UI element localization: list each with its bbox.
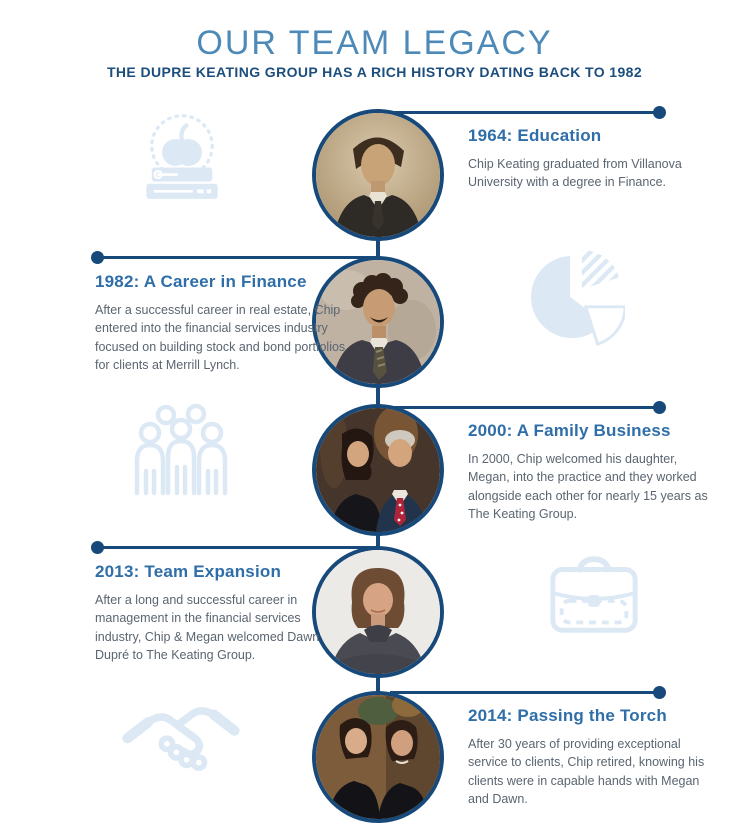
timeline-heading: 2014: Passing the Torch: [468, 706, 667, 725]
timeline-description: In 2000, Chip welcomed his daughter, Megan, into the practice and they worked alongside each other for nearly 15 years as The Keating Group.: [468, 452, 708, 521]
timeline-text-1964: [468, 126, 716, 192]
photo-1964-young-man: [312, 109, 444, 241]
page-subtitle: THE DUPRE KEATING GROUP HAS A RICH HISTORY DATING BACK TO 1982: [106, 64, 643, 80]
people-group-icon: [126, 398, 236, 505]
timeline-dot: [91, 251, 104, 264]
photo-2014-megan-dawn: [312, 691, 444, 823]
timeline-connector: [390, 406, 660, 409]
timeline-heading: 2013: Team Expansion: [95, 562, 282, 581]
timeline-dot: [91, 541, 104, 554]
timeline-connector: [97, 256, 378, 259]
timeline-connector: [97, 546, 378, 549]
timeline-text-2014: [468, 706, 716, 808]
photo-2000-chip-megan: [312, 404, 444, 536]
timeline-connector: [390, 691, 660, 694]
timeline-text-2013: [95, 562, 345, 664]
timeline-description: Chip Keating graduated from Villanova University with a degree in Finance.: [468, 157, 682, 190]
timeline-heading: 1964: Education: [468, 126, 602, 145]
timeline-text-1982: [95, 272, 349, 374]
timeline-heading: 1982: A Career in Finance: [95, 272, 307, 291]
timeline-heading: 2000: A Family Business: [468, 421, 671, 440]
timeline-description: After a long and successful career in management in the financial services industry, Chip & Megan welcomed Dawn Dupré to The Keating Group.: [95, 593, 320, 662]
timeline-connector: [390, 111, 660, 114]
timeline-text-2000: [468, 421, 716, 523]
handshake-icon: [120, 692, 242, 795]
timeline-dot: [653, 106, 666, 119]
pie-chart-icon: [527, 250, 625, 353]
education-icon: [128, 106, 236, 219]
timeline-description: After 30 years of providing exceptional service to clients, Chip retired, knowing his clients were in capable hands with Megan and Dawn.: [468, 737, 705, 806]
timeline-dot: [653, 686, 666, 699]
timeline-description: After a successful career in real estate, Chip entered into the financial services industry focused on building stock and bond portfolios for clients at Merrill Lynch.: [95, 303, 346, 372]
page-title: OUR TEAM LEGACY: [196, 24, 553, 62]
timeline-dot: [653, 401, 666, 414]
briefcase-icon: [545, 546, 643, 647]
